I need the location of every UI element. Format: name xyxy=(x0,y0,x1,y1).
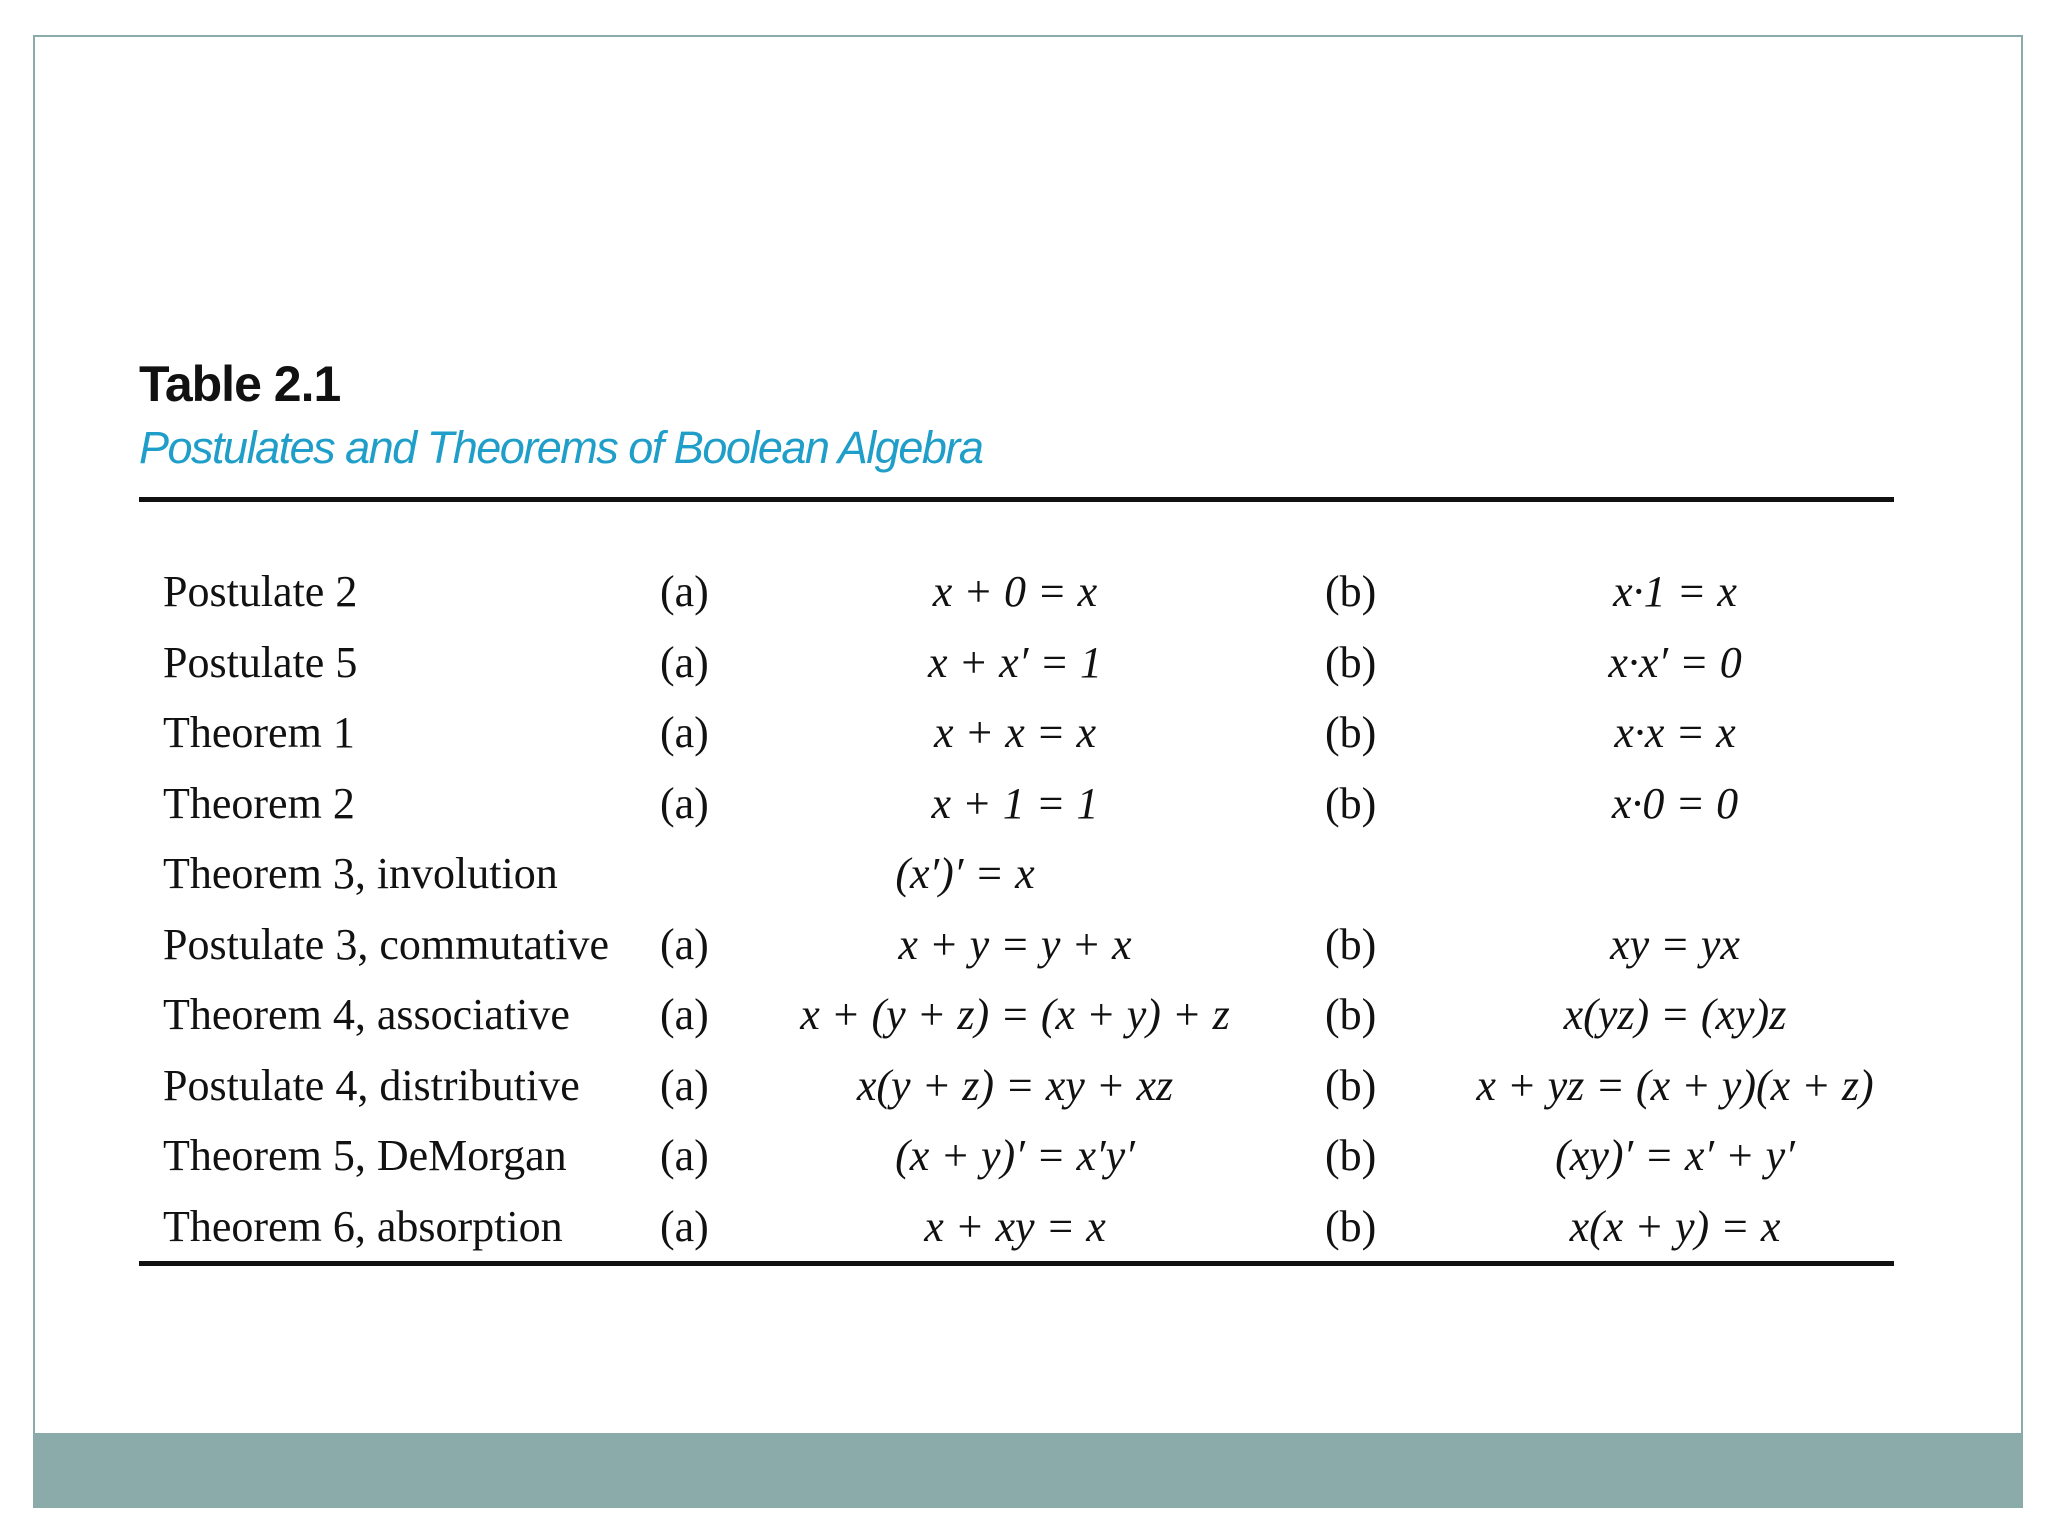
table-row xyxy=(35,980,2025,1051)
tag-a: (a) xyxy=(660,778,709,828)
table-caption: Postulates and Theorems of Boolean Algebra xyxy=(139,422,983,473)
table-row xyxy=(35,628,2025,699)
expr-single: (x′)′ = x xyxy=(895,849,1035,898)
expr-a: x(y + z) = xy + xz xyxy=(856,1060,1174,1110)
tag-b: (b) xyxy=(1325,1060,1377,1110)
expr-b: x(x + y) = x xyxy=(1569,1201,1781,1251)
expr-a: x + x′ = 1 xyxy=(927,637,1103,687)
tag-b: (b) xyxy=(1325,567,1377,616)
row-name: Postulate 5 xyxy=(163,637,358,687)
table-row xyxy=(35,910,2025,981)
table-row xyxy=(35,769,2025,840)
expr-a: x + xy = x xyxy=(924,1201,1106,1251)
expr-a: x + y = y + x xyxy=(898,919,1132,969)
expr-b: x(yz) = (xy)z xyxy=(1563,990,1787,1039)
row-name: Postulate 3, commutative xyxy=(163,919,610,969)
row-name: Theorem 5, DeMorgan xyxy=(163,1131,567,1180)
table-top-rule xyxy=(139,497,1894,502)
expr-a: x + 0 = x xyxy=(932,567,1098,616)
tag-a: (a) xyxy=(660,1131,709,1180)
expr-b: x·1 = x xyxy=(1613,567,1737,616)
tag-a: (a) xyxy=(660,708,709,757)
table-row xyxy=(35,1121,2025,1192)
expr-b: xy = yx xyxy=(1610,919,1740,969)
row-name: Theorem 6, absorption xyxy=(163,1201,563,1251)
expr-a: x + x = x xyxy=(934,708,1096,757)
tag-a: (a) xyxy=(660,567,709,616)
table-row xyxy=(35,1051,2025,1122)
table-label: Table 2.1 xyxy=(139,356,341,412)
expr-b: (xy)′ = x′ + y′ xyxy=(1555,1131,1795,1180)
table-row xyxy=(35,557,2025,628)
row-name: Theorem 1 xyxy=(163,708,355,757)
expr-a: (x + y)′ = x′y′ xyxy=(895,1131,1135,1180)
table-row xyxy=(35,698,2025,769)
expr-b: x·0 = 0 xyxy=(1611,778,1739,828)
tag-b: (b) xyxy=(1325,778,1377,828)
table-body xyxy=(35,557,2025,1262)
slide-footer-bar xyxy=(35,1433,2021,1506)
tag-a: (a) xyxy=(660,1201,709,1251)
expr-a: x + 1 = 1 xyxy=(931,778,1099,828)
tag-b: (b) xyxy=(1325,990,1377,1039)
tag-b: (b) xyxy=(1325,637,1377,687)
row-name: Theorem 4, associative xyxy=(163,990,570,1039)
tag-b: (b) xyxy=(1325,1131,1377,1180)
row-name: Postulate 4, distributive xyxy=(163,1060,580,1110)
tag-b: (b) xyxy=(1325,1201,1377,1251)
row-name: Postulate 2 xyxy=(163,567,358,616)
tag-a: (a) xyxy=(660,990,709,1039)
row-name: Theorem 3, involution xyxy=(163,849,558,898)
expr-b: x + yz = (x + y)(x + z) xyxy=(1476,1060,1874,1110)
tag-a: (a) xyxy=(660,1060,709,1110)
expr-b: x·x = x xyxy=(1614,708,1736,757)
tag-b: (b) xyxy=(1325,708,1377,757)
row-name: Theorem 2 xyxy=(163,778,355,828)
expr-a: x + (y + z) = (x + y) + z xyxy=(800,990,1230,1039)
table-bottom-rule xyxy=(139,1261,1894,1266)
table-row xyxy=(35,1192,2025,1263)
slide xyxy=(33,35,2023,1508)
table-row xyxy=(35,839,2025,910)
tag-b: (b) xyxy=(1325,919,1377,969)
tag-a: (a) xyxy=(660,919,709,969)
expr-b: x·x′ = 0 xyxy=(1608,637,1742,687)
tag-a: (a) xyxy=(660,637,709,687)
